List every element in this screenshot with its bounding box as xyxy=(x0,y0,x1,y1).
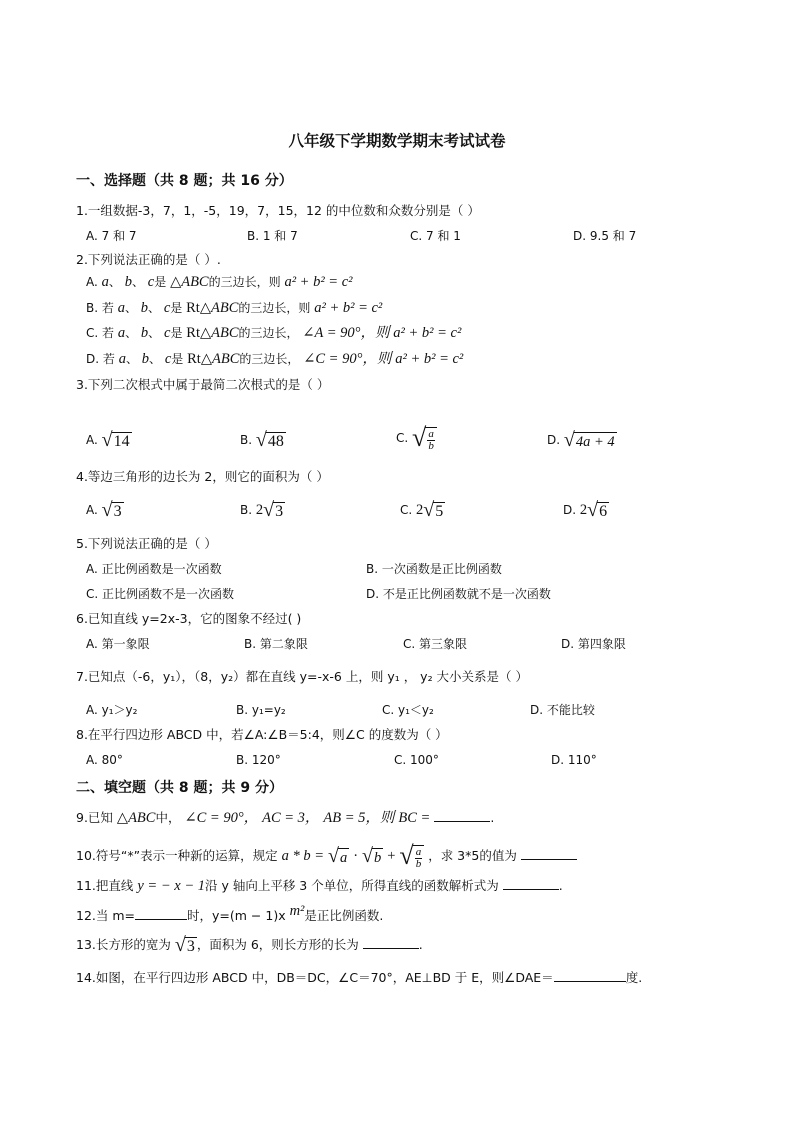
q5-option-a: A. 正比例函数是一次函数 xyxy=(86,562,222,576)
question-10: 10.符号“*”表示一种新的运算，规定 a * b = √ a · √ b + √ $\frac{a}{b}$ ，求 3*5的值为 xyxy=(76,843,577,870)
q5-option-c: C. 正比例函数不是一次函数 xyxy=(86,587,235,601)
q8-option-c: C. 100° xyxy=(394,753,439,767)
q4-option-b: B. 2 √ 3 xyxy=(240,499,284,521)
question-6-stem: 6.已知直线 y=2x-3，它的图象不经过( ) xyxy=(76,611,302,626)
section-heading-choice: 一、选择题（共 8 题；共 16 分） xyxy=(76,173,293,189)
q3-option-c: C. √ $\frac{a}{b}$ xyxy=(396,425,437,452)
question-13: 13.长方形的宽为 √ 3 ，面积为 6，则长方形的长为 . xyxy=(76,934,423,956)
q7-option-c: C. y₁＜y₂ xyxy=(382,703,434,717)
q3-option-d: D. √ 4a + 4 xyxy=(547,429,615,451)
q1-option-c: C. 7 和 1 xyxy=(410,229,461,243)
q8-option-b: B. 120° xyxy=(236,753,281,767)
question-9: 9.已知 △ABC中， ∠C = 90°， AC = 3， AB = 5，则 BC = . xyxy=(76,810,495,826)
question-8-stem: 8.在平行四边形 ABCD 中，若∠A:∠B＝5:4，则∠C 的度数为（ ） xyxy=(76,727,448,742)
answer-blank xyxy=(503,877,559,890)
question-12: 12.当 m= 时，y=(m − 1)x $^{m^2}$是正比例函数. xyxy=(76,903,384,924)
answer-blank xyxy=(135,907,187,920)
question-3-stem: 3.下列二次根式中属于最简二次根式的是（ ） xyxy=(76,377,330,392)
q3-option-a: A. √ 14 xyxy=(86,429,130,451)
question-7-stem: 7.已知点（-6，y₁），（8，y₂）都在直线 y=-x-6 上，则 y₁ ， y₂ 大小关系是（ ） xyxy=(76,669,529,684)
question-11: 11.把直线 y = − x − 1沿 y 轴向上平移 3 个单位，所得直线的函数解析式为 . xyxy=(76,878,563,894)
q6-option-b: B. 第二象限 xyxy=(244,637,308,651)
q7-option-a: A. y₁＞y₂ xyxy=(86,703,138,717)
answer-blank xyxy=(554,969,626,982)
section-heading-fill: 二、填空题（共 8 题；共 9 分） xyxy=(76,780,283,796)
q1-option-d: D. 9.5 和 7 xyxy=(573,229,637,243)
q1-option-b: B. 1 和 7 xyxy=(247,229,298,243)
q8-option-a: A. 80° xyxy=(86,753,123,767)
q2-option-a: A. a、 b、 c是 △ABC的三边长，则 a² + b² = c² xyxy=(86,274,353,290)
question-2-stem: 2.下列说法正确的是（ ）. xyxy=(76,252,221,267)
question-4-stem: 4.等边三角形的边长为 2，则它的面积为（ ） xyxy=(76,469,329,484)
q4-option-a: A. √ 3 xyxy=(86,499,122,521)
q2-option-d: D. 若 a、 b、 c是 Rt△ABC的三边长， ∠C = 90°，则 a² + b² = c² xyxy=(86,351,464,367)
q4-option-d: D. 2 √ 6 xyxy=(563,499,608,521)
q6-option-c: C. 第三象限 xyxy=(403,637,468,651)
answer-blank xyxy=(521,847,577,860)
answer-blank xyxy=(363,936,419,949)
q3-option-b: B. √ 48 xyxy=(240,429,284,451)
q2-option-b: B. 若 a、 b、 c是 Rt△ABC的三边长，则 a² + b² = c² xyxy=(86,300,383,316)
question-1-stem: 1.一组数据-3，7，1，-5，19，7，15，12 的中位数和众数分别是（ ） xyxy=(76,203,480,218)
q7-option-d: D. 不能比较 xyxy=(530,703,595,717)
q7-option-b: B. y₁=y₂ xyxy=(236,703,286,717)
q6-option-d: D. 第四象限 xyxy=(561,637,626,651)
answer-blank xyxy=(434,809,490,822)
page-title: 八年级下学期数学期末考试试卷 xyxy=(288,132,506,150)
q5-option-d: D. 不是正比例函数就不是一次函数 xyxy=(366,587,551,601)
q8-option-d: D. 110° xyxy=(551,753,597,767)
question-5-stem: 5.下列说法正确的是（ ） xyxy=(76,536,217,551)
q6-option-a: A. 第一象限 xyxy=(86,637,150,651)
q4-option-c: C. 2 √ 5 xyxy=(400,499,444,521)
q5-option-b: B. 一次函数是正比例函数 xyxy=(366,562,502,576)
q1-option-a: A. 7 和 7 xyxy=(86,229,137,243)
q2-option-c: C. 若 a、 b、 c是 Rt△ABC的三边长， ∠A = 90°，则 a² + b² = c² xyxy=(86,325,462,341)
question-14: 14.如图，在平行四边形 ABCD 中，DB＝DC，∠C＝70°，AE⊥BD 于 E，则∠DAE＝ 度. xyxy=(76,970,643,985)
